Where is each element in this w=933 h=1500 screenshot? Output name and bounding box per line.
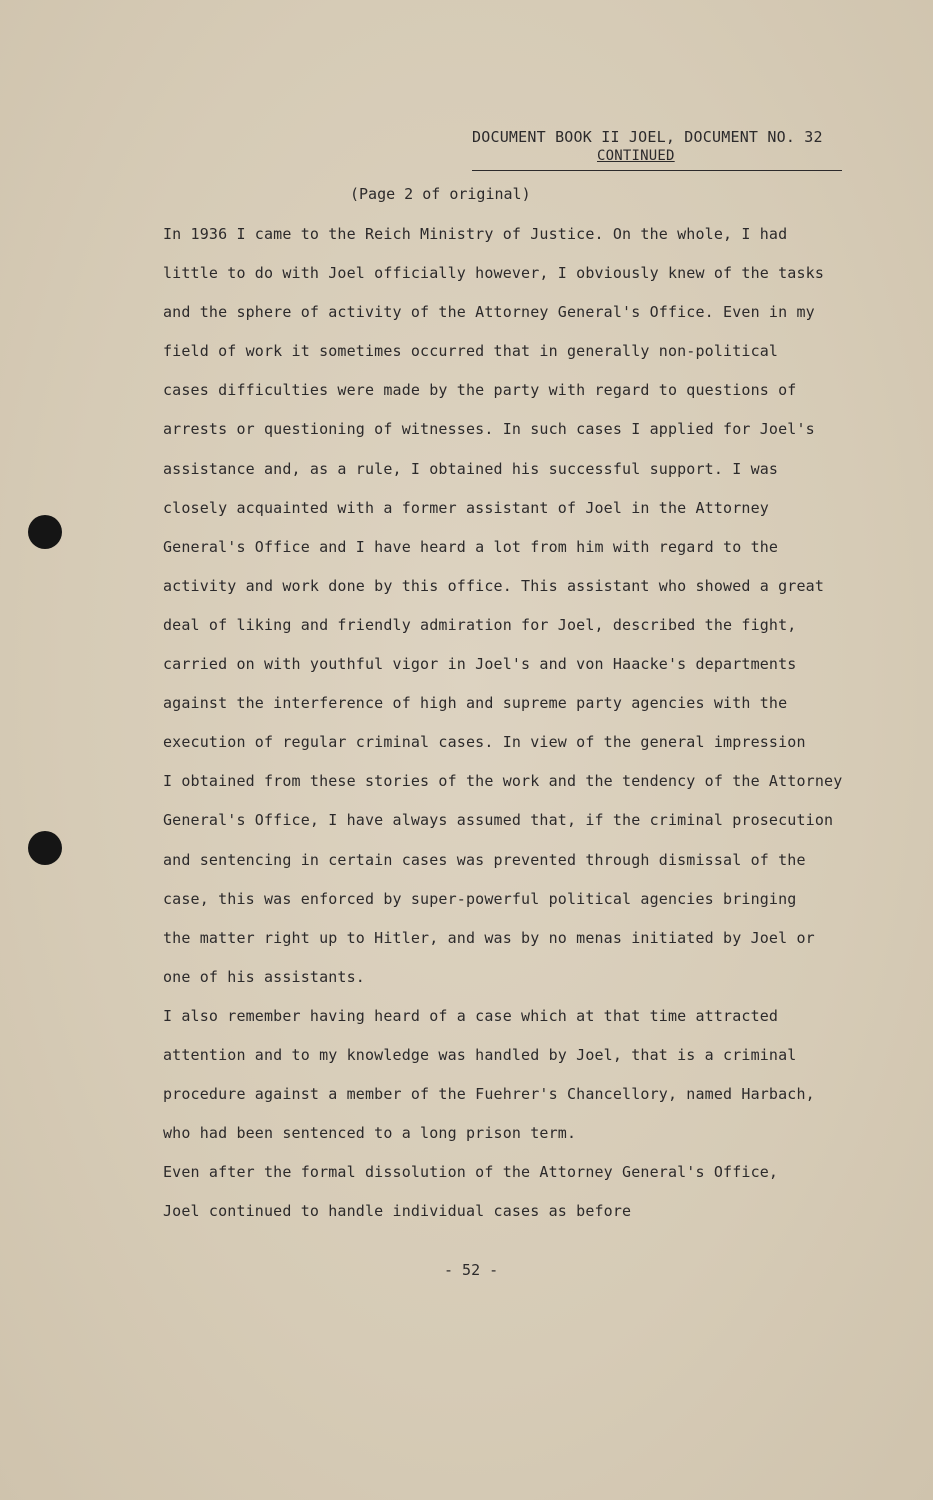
text-line: General's Office, I have always assumed that, if the criminal prosecution	[163, 811, 834, 830]
text-line: In 1936 I came to the Reich Ministry of Justice. On the whole, I had	[163, 225, 788, 243]
text-line: attention and to my knowledge was handled by Joel, that is a criminal	[163, 1045, 797, 1064]
text-line: field of work it sometimes occurred that in generally non-political	[163, 342, 779, 361]
text-line: the matter right up to Hitler, and was by no menas initiated by Joel or	[163, 928, 815, 947]
text-line: closely acquainted with a former assistant of Joel in the Attorney	[163, 498, 769, 517]
text-line: procedure against a member of the Fuehrer's Chancellory, named Harbach,	[163, 1085, 815, 1104]
punch-hole	[28, 515, 62, 549]
punch-hole	[28, 831, 62, 865]
text-line: I also remember having heard of a case which at that time attracted	[163, 1006, 779, 1025]
text-line: who had been sentenced to a long prison term.	[163, 1124, 577, 1143]
header-continued: CONTINUED	[597, 148, 675, 164]
page-subtitle: (Page 2 of original)	[350, 185, 531, 203]
text-line: Even after the formal dissolution of the Attorney General's Office,	[163, 1163, 779, 1182]
text-line: little to do with Joel officially however, I obviously knew of the tasks	[163, 264, 825, 283]
text-line: execution of regular criminal cases. In view of the general impression	[163, 733, 806, 752]
text-line: cases difficulties were made by the party with regard to questions of	[163, 381, 797, 400]
text-line: assistance and, as a rule, I obtained his successful support. I was	[163, 459, 779, 478]
text-line: case, this was enforced by super-powerful political agencies bringing	[163, 889, 797, 908]
text-line: activity and work done by this office. This assistant who showed a great	[163, 576, 825, 595]
text-line: Joel continued to handle individual cases as before	[163, 1202, 632, 1221]
header-title: DOCUMENT BOOK II JOEL, DOCUMENT NO. 32	[472, 128, 823, 146]
text-line: against the interference of high and supreme party agencies with the	[163, 694, 788, 713]
body-text	[163, 223, 883, 1239]
document-header	[472, 128, 842, 171]
text-line: General's Office and I have heard a lot from him with regard to the	[163, 537, 779, 556]
text-line: and the sphere of activity of the Attorney General's Office. Even in my	[163, 303, 815, 322]
text-line: one of his assistants.	[163, 967, 365, 986]
text-line: arrests or questioning of witnesses. In such cases I applied for Joel's	[163, 420, 815, 439]
page-number: - 52 -	[444, 1261, 499, 1279]
text-line: deal of liking and friendly admiration for Joel, described the fight,	[163, 615, 797, 634]
header-continued-rule	[472, 148, 842, 171]
text-line: carried on with youthful vigor in Joel's and von Haacke's departments	[163, 655, 797, 674]
text-line: and sentencing in certain cases was prevented through dismissal of the	[163, 850, 806, 869]
text-line: I obtained from these stories of the work and the tendency of the Attorney	[163, 772, 843, 791]
